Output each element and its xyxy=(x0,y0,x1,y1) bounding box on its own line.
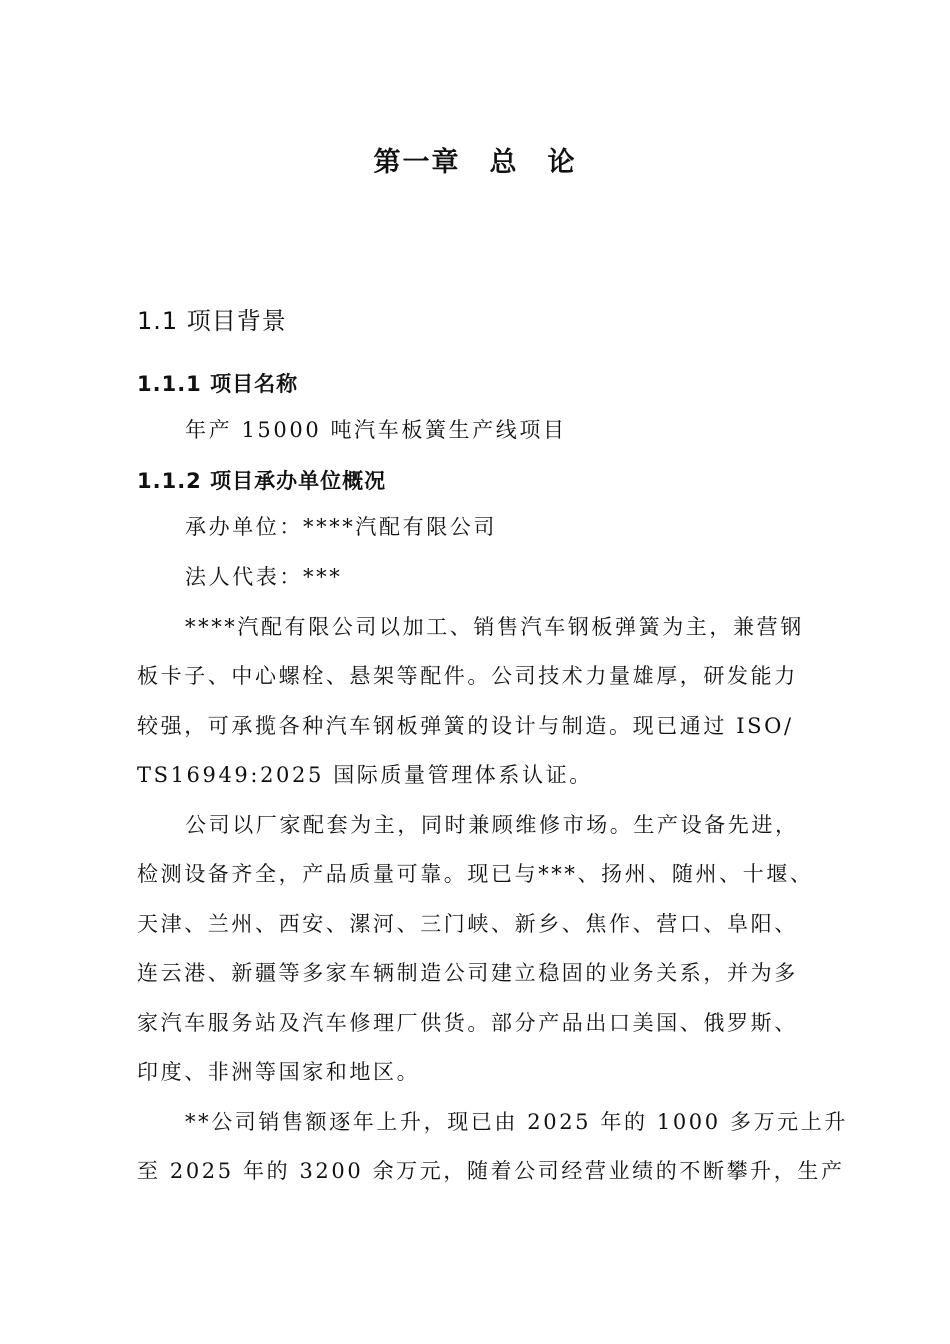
paragraph-line: TS16949:2025 国际质量管理体系认证。 xyxy=(137,763,593,787)
paragraph-line: 公司以厂家配套为主，同时兼顾维修市场。生产设备先进， xyxy=(185,813,799,837)
paragraph-line: 至 2025 年的 3200 余万元，随着公司经营业绩的不断攀升，生产 xyxy=(137,1159,845,1183)
chapter-title: 第一章 总 论 xyxy=(373,147,577,178)
project-name-text: 年产 15000 吨汽车板簧生产线项目 xyxy=(185,418,567,442)
paragraph-line: 连云港、新疆等多家车辆制造公司建立稳固的业务关系，并为多 xyxy=(137,961,798,985)
paragraph-line: 天津、兰州、西安、漯河、三门峡、新乡、焦作、营口、阜阳、 xyxy=(137,912,798,936)
paragraph-line: 检测设备齐全，产品质量可靠。现已与***、扬州、随州、十堰、 xyxy=(137,862,814,886)
section-heading-1-1-1: 1.1.1 项目名称 xyxy=(137,372,299,396)
section-heading-1-1: 1.1 项目背景 xyxy=(137,307,287,335)
paragraph-line: 板卡子、中心螺栓、悬架等配件。公司技术力量雄厚，研发能力 xyxy=(137,664,798,688)
legal-representative-text: 法人代表：*** xyxy=(185,565,343,589)
paragraph-line: 较强，可承揽各种汽车钢板弹簧的设计与制造。现已通过 ISO/ xyxy=(137,714,794,738)
paragraph-line: 家汽车服务站及汽车修理厂供货。部分产品出口美国、俄罗斯、 xyxy=(137,1011,798,1035)
paragraph-line: 印度、非洲等国家和地区。 xyxy=(137,1060,421,1084)
paragraph-line: **公司销售额逐年上升，现已由 2025 年的 1000 多万元上升 xyxy=(185,1110,848,1134)
section-heading-1-1-2: 1.1.2 项目承办单位概况 xyxy=(137,469,387,493)
undertaking-unit-text: 承办单位：****汽配有限公司 xyxy=(185,515,497,539)
paragraph-line: ****汽配有限公司以加工、销售汽车钢板弹簧为主，兼营钢 xyxy=(185,615,804,639)
